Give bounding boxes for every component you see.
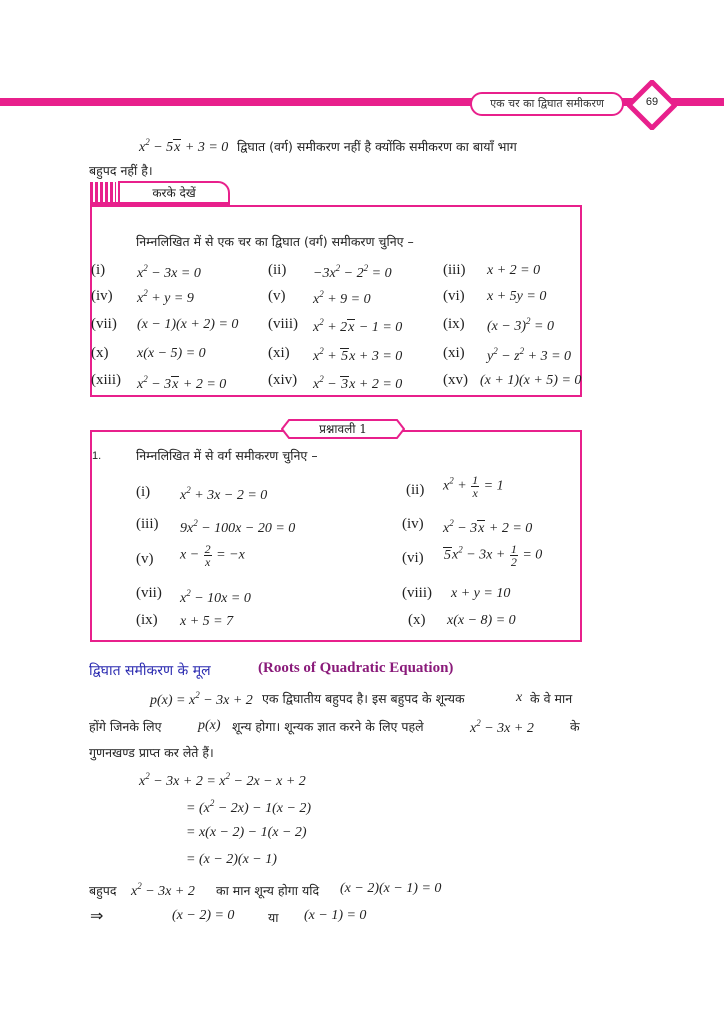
try-item-num: (vii) [91, 316, 117, 332]
exercise-item-num: (iii) [136, 516, 159, 532]
exercise-item-num: (ii) [406, 482, 425, 498]
try-item-num: (vi) [443, 288, 465, 304]
try-item-eq: $y^2 - z^2 + 3 = 0$ [487, 346, 572, 364]
try-item-num: (xiii) [91, 372, 121, 388]
try-item-num: (viii) [268, 316, 298, 332]
implies-symbol: ⇒ [90, 908, 104, 925]
try-item-eq: $x^2 - 3x + 2 = 0$ [137, 374, 227, 392]
try-item-eq: $x^2 + 5x + 3 = 0$ [313, 346, 403, 364]
para-line2b: शून्य होगा। शून्यक ज्ञात करने के लिए पहले [232, 719, 424, 734]
exercise-item-eq: x − $\frac{2}{x}$ = −x [180, 542, 245, 569]
try-item-num: (xiv) [268, 372, 298, 388]
exercise-item-num: (i) [136, 484, 151, 500]
conclusion-b: का मान शून्य होगा यदि [216, 883, 320, 898]
root-eq-1: (x − 2) = 0 [172, 908, 235, 923]
intro-line2: बहुपद नहीं है। [89, 163, 153, 178]
exercise-item-num: (iv) [402, 516, 424, 532]
exercise-title: प्रश्नावली 1 [319, 422, 367, 436]
try-item-num: (i) [91, 262, 106, 278]
try-item-num: (xi) [443, 345, 465, 361]
para-line1b: के वे मान [530, 691, 573, 706]
try-item-num: (iv) [91, 288, 113, 304]
factor-step-1: $x^2 - 3x + 2 = x^2 - 2x - x + 2$ [139, 771, 306, 789]
try-item-eq: $x^2 + 9 = 0$ [313, 289, 371, 307]
px-definition: $p(x) = x^2 - 3x + 2$ [150, 690, 253, 708]
factor-step-2: = $(x^2 - 2x) - 1(x - 2)$ [186, 798, 312, 816]
factor-step-3: = x(x − 2) − 1(x − 2) [186, 825, 307, 840]
exercise-item-eq: x + y = 10 [451, 586, 511, 601]
para-line3: गुणनखण्ड प्राप्त कर लेते हैं। [89, 745, 214, 760]
exercise-item-eq: $x^2 + 3x - 2 = 0$ [180, 485, 268, 503]
try-item-eq: x + 2 = 0 [487, 263, 541, 278]
conclusion-eq: (x − 2)(x − 1) = 0 [340, 881, 442, 896]
try-item-num: (xi) [268, 345, 290, 361]
exercise-item-eq: $x^2 - 3x + 2 = 0$ [443, 518, 533, 536]
stripes-decoration [90, 182, 116, 202]
exercise-item-eq: x + 5 = 7 [180, 614, 234, 629]
try-item-num: (ix) [443, 316, 465, 332]
para-line1a: एक द्विघातीय बहुपद है। इस बहुपद के शून्यक [262, 691, 465, 706]
chapter-title: एक चर का द्विघात समीकरण [490, 97, 604, 110]
exercise-item-num: (vii) [136, 585, 162, 601]
px-symbol: p(x) [198, 718, 221, 733]
try-item-eq: $(x - 3)^2 = 0$ [487, 316, 554, 334]
try-item-eq: $x^2 - 3x + 2 = 0$ [313, 374, 403, 392]
section-title-english: (Roots of Quadratic Equation) [258, 660, 454, 676]
exercise-item-num: (x) [408, 612, 426, 628]
conclusion-poly: $x^2 - 3x + 2$ [131, 881, 195, 899]
try-it-label: करके देखें [152, 186, 196, 200]
try-item-eq: $x^2 + 2x - 1 = 0$ [313, 317, 403, 335]
exercise-item-eq: $x^2 - 10x = 0$ [180, 588, 251, 606]
exercise-item-eq: $9x^2 - 100x - 20 = 0$ [180, 518, 296, 536]
or-word: या [268, 910, 279, 925]
try-item-eq: x + 5y = 0 [487, 289, 547, 304]
poly-expr: $x^2 - 3x + 2$ [470, 718, 534, 736]
try-item-num: (iii) [443, 262, 466, 278]
var-x: x [516, 690, 523, 705]
try-item-eq: $x^2 - 3x = 0$ [137, 263, 201, 281]
try-it-instruction: निम्नलिखित में से एक चर का द्विघात (वर्ग) समीकरण चुनिए – [136, 234, 414, 249]
exercise-item-num: (ix) [136, 612, 158, 628]
factor-step-4: = (x − 2)(x − 1) [186, 852, 277, 867]
intro-line1: द्विघात (वर्ग) समीकरण नहीं है क्योंकि समीकरण का बायाँ भाग [237, 139, 517, 154]
try-item-num: (v) [268, 288, 286, 304]
intro-equation: $x^2 - 5x + 3 = 0$ [139, 137, 229, 155]
try-item-eq: x(x − 5) = 0 [137, 346, 206, 361]
exercise-item-eq: x(x − 8) = 0 [447, 613, 516, 628]
try-item-eq: (x − 1)(x + 2) = 0 [137, 317, 239, 332]
try-item-eq: $x^2 + y = 9$ [137, 288, 194, 306]
try-item-num: (xv) [443, 372, 468, 388]
section-title-hindi: द्विघात समीकरण के मूल [89, 663, 211, 679]
conclusion-a: बहुपद [89, 883, 117, 898]
exercise-item-num: (viii) [402, 585, 432, 601]
try-item-num: (ii) [268, 262, 287, 278]
root-eq-2: (x − 1) = 0 [304, 908, 367, 923]
try-item-eq: (x + 1)(x + 5) = 0 [480, 373, 582, 388]
chapter-title-tab [470, 92, 624, 116]
para-line2a: होंगे जिनके लिए [89, 719, 162, 734]
try-item-eq: $-3x^2 - 2^2 = 0$ [313, 263, 392, 281]
exercise-item-num: (vi) [402, 550, 424, 566]
question-text: निम्नलिखित में से वर्ग समीकरण चुनिए – [136, 448, 318, 463]
para-line2c: के [570, 719, 580, 734]
exercise-item-num: (v) [136, 551, 154, 567]
page-number: 69 [645, 96, 659, 108]
exercise-item-eq: $5x^2 - 3x$ + $\frac{1}{2}$ = 0 [444, 542, 543, 569]
exercise-item-eq: $x^2$ + $\frac{1}{x}$ = 1 [443, 473, 504, 500]
question-number: 1. [92, 450, 102, 462]
try-item-num: (x) [91, 345, 109, 361]
